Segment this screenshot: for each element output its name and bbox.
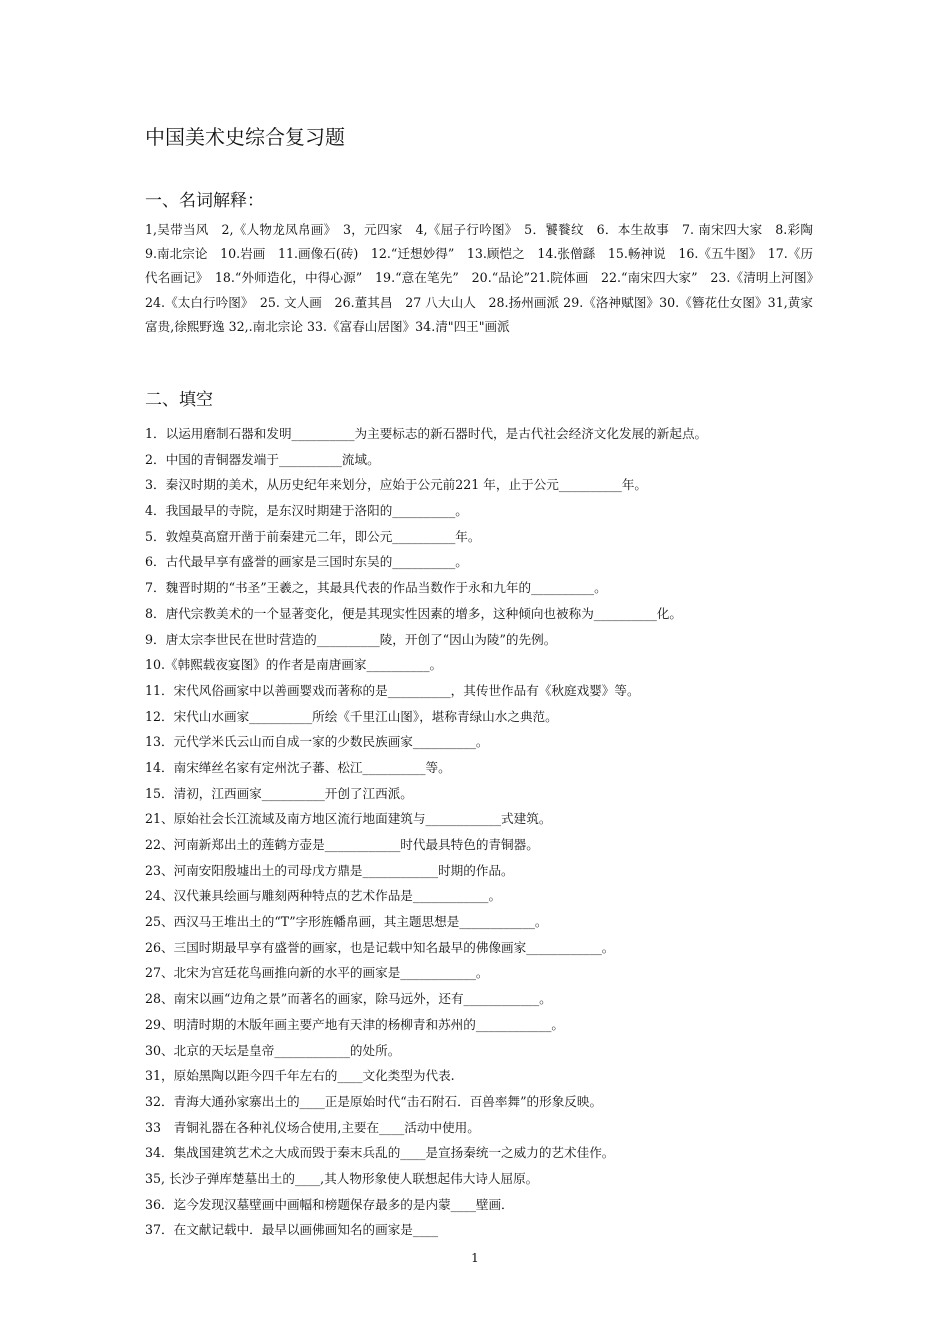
question-item: 34．集战国建筑艺术之大成而毁于秦末兵乱的____是宣扬秦统一之威力的艺术佳作。 (145, 1145, 615, 1161)
question-item: 6．古代最早享有盛誉的画家是三国时东吴的__________。 (145, 554, 468, 570)
question-item: 22、河南新郑出土的莲鹤方壶是____________时代最具特色的青铜器。 (145, 837, 539, 852)
question-item: 26、三国时期最早享有盛誉的画家，也是记载中知名最早的佛像画家____________。 (145, 939, 615, 955)
question-item: 30、北京的天坛是皇帝____________的处所。 (145, 1042, 401, 1058)
question-item: 37．在文献记载中．最早以画佛画知名的画家是____ (145, 1222, 439, 1238)
question-item: 2．中国的青铜器发端于__________流域。 (145, 451, 380, 467)
question-item: 11．宋代风俗画家中以善画婴戏而著称的是__________，其传世作品有《秋庭戏婴》等。 (145, 682, 640, 698)
question-item: 8．唐代宗教美术的一个显著变化，便是其现实性因素的增多，这种倾向也被称为__________化。 (145, 605, 682, 621)
question-item: 3．秦汉时期的美术，从历史纪年来划分，应始于公元前221 年，止于公元__________年。 (145, 477, 648, 493)
question-item: 9．唐太宗李世民在世时营造的__________陵，开创了“因山为陵”的先例。 (145, 631, 557, 647)
question-item: 35, 长沙子弹库楚墓出土的____,其人物形象使人联想起伟大诗人屈原。 (145, 1170, 539, 1186)
question-item: 23、河南安阳殷墟出土的司母戊方鼎是____________时期的作品。 (145, 862, 514, 878)
question-item: 7．魏晋时期的“书圣”王羲之，其最具代表的作品当数作于永和九年的__________。 (145, 580, 607, 596)
question-item: 14．南宋缂丝名家有定州沈子蕃、松江__________等。 (145, 759, 451, 775)
question-item: 12．宋代山水画家__________所绘《千里江山图》，堪称青绿山水之典范。 (145, 708, 558, 724)
question-item: 29、明清时期的木版年画主要产地有天津的杨柳青和苏州的____________。 (145, 1016, 565, 1032)
terms-paragraph: 1,吴带当风 2,《人物龙凤帛画》 3，元四家 4,《屈子行吟图》 5．饕餮纹 6．本生故事 7. 南宋四大家 8.彩陶 9.南北宗论 10.岩画 11.画像石(砖) 12.“迁想妙得” 13.顾恺之 14.张僧繇 15.畅神说 16.《五牛图》 17.《历代名画记》 18.“外师造化，中得心源” 19.“意在笔先” 20.“品论”21.院体画 22.“南宋四大家” 23.《清明上河图》 24.《太白行吟图》 25. 文人画 26.董其昌 27 八大山人 28.扬州画派 29.《洛神赋图》30.《簪花仕女图》31,黄家富贵,徐熙野逸 32,.南北宗论 33.《富春山居图》34.清"四王"画派 (145, 222, 826, 334)
question-item: 10.《韩熙载夜宴图》的作者是南唐画家__________。 (145, 657, 443, 673)
section-heading-terms: 一、名词解释： (145, 191, 264, 211)
question-item: 13．元代学米氏云山而自成一家的少数民族画家__________。 (145, 734, 489, 750)
question-item: 21、原始社会长江流域及南方地区流行地面建筑与____________式建筑。 (145, 811, 552, 827)
section-heading-fill-in: 二、填空 (145, 390, 213, 410)
question-item: 31，原始黑陶以距今四千年左右的____文化类型为代表. (145, 1068, 455, 1084)
question-item: 27、北宋为宫廷花鸟画推向新的水平的画家是____________。 (145, 965, 489, 981)
question-item: 1．以运用磨制石器和发明__________为主要标志的新石器时代，是古代社会经济文化发展的新起点。 (145, 426, 708, 441)
question-item: 36．迄今发现汉墓壁画中画幅和榜题保存最多的是内蒙____壁画． (145, 1196, 514, 1212)
page-number: 1 (471, 1251, 479, 1265)
question-item: 28、南宋以画“边角之景”而著名的画家，除马远外，还有____________。 (145, 991, 552, 1007)
question-item: 4．我国最早的寺院，是东汉时期建于洛阳的__________。 (145, 503, 468, 519)
question-item: 32．青海大通孙家寨出土的____正是原始时代“击石附石．百兽率舞”的形象反映。 (145, 1093, 603, 1109)
question-item: 33 青铜礼器在各种礼仪场合使用,主要在____活动中使用。 (145, 1119, 480, 1135)
question-item: 24、汉代兼具绘画与雕刻两种特点的艺术作品是____________。 (145, 888, 502, 904)
question-item: 15．清初，江西画家__________开创了江西派。 (145, 785, 413, 801)
document-title: 中国美术史综合复习题 (145, 125, 345, 149)
question-list (145, 421, 813, 1243)
question-item: 25、西汉马王堆出土的“T”字形旌幡帛画，其主题思想是____________。 (145, 914, 548, 930)
question-item: 5．敦煌莫高窟开凿于前秦建元二年，即公元__________年。 (145, 528, 481, 544)
